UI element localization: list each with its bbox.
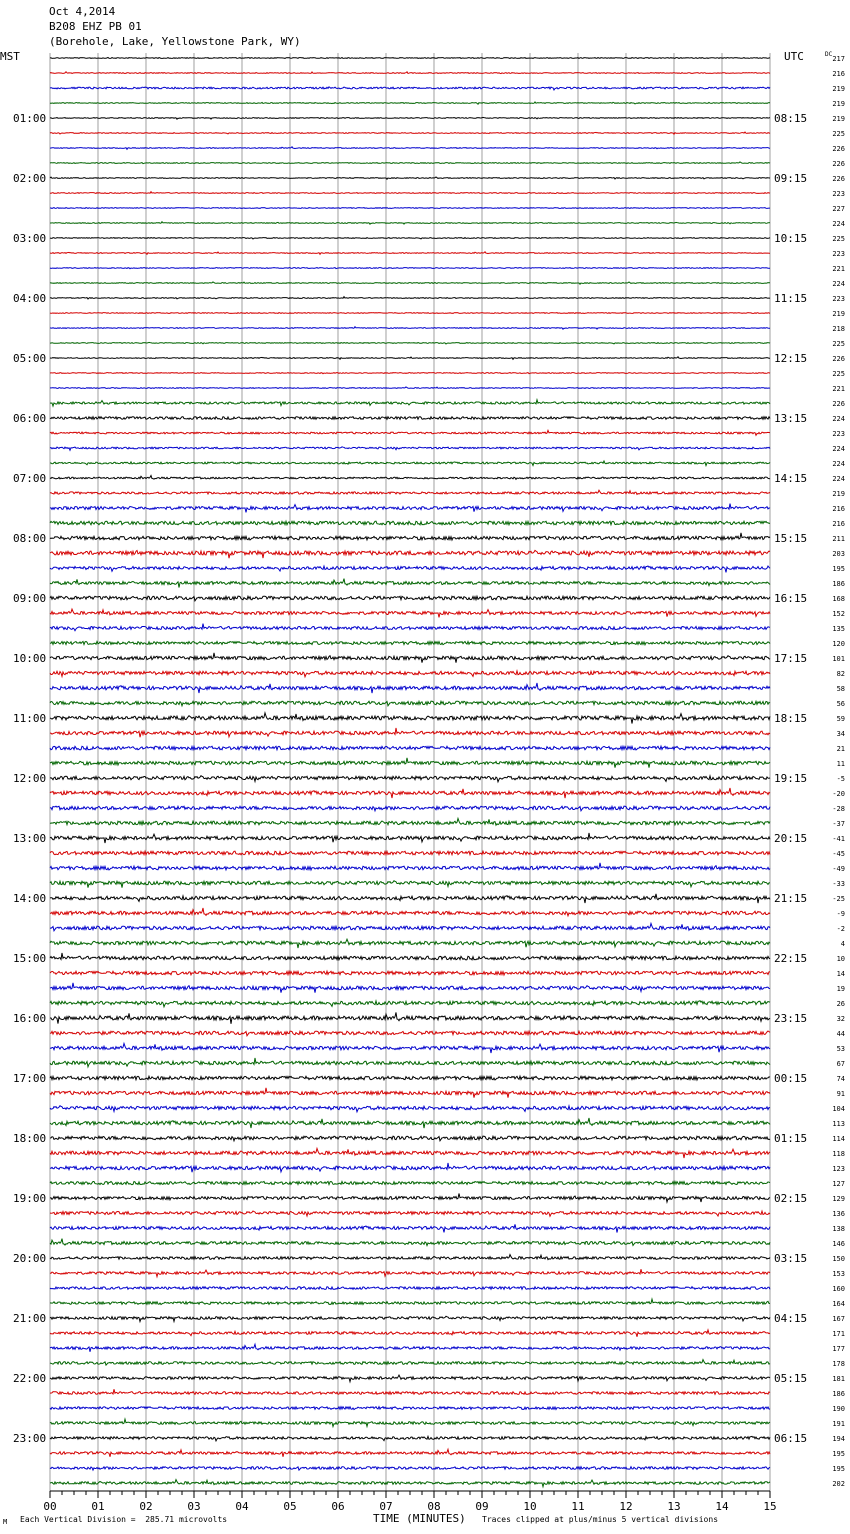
mst-hour-labels	[13, 112, 46, 1445]
mst-hour-label: 17:00	[13, 1072, 47, 1085]
seismic-trace	[50, 282, 770, 284]
x-tick-label: 09	[475, 1500, 489, 1513]
clip-note: Traces clipped at plus/minus 5 vertical divisions	[482, 1515, 719, 1524]
dc-offset-label: 224	[832, 220, 845, 228]
utc-hour-label: 15:15	[774, 532, 808, 545]
dc-offset-labels	[832, 55, 845, 1488]
dc-offset-label: 11	[836, 760, 845, 768]
utc-hour-label: 10:15	[774, 232, 808, 245]
seismic-trace	[50, 1163, 770, 1172]
seismic-trace	[50, 1239, 770, 1246]
utc-hour-label: 09:15	[774, 172, 808, 185]
seismic-trace	[50, 1106, 770, 1112]
dc-offset-label: 224	[832, 445, 845, 453]
utc-hour-label: 00:15	[774, 1072, 808, 1085]
dc-offset-label: 223	[832, 250, 845, 258]
seismic-trace	[50, 1287, 770, 1290]
mst-hour-label: 08:00	[13, 532, 47, 545]
seismic-trace	[50, 1449, 770, 1457]
seismic-trace	[50, 1224, 770, 1232]
seismic-trace	[50, 908, 770, 916]
seismic-trace	[50, 1088, 770, 1098]
mst-hour-label: 01:00	[13, 112, 47, 125]
dc-offset-label: 218	[832, 325, 845, 333]
dc-offset-label: -2	[836, 925, 845, 933]
dc-offset-label: 67	[836, 1060, 845, 1068]
seismic-trace	[50, 1058, 770, 1067]
x-tick-label: 12	[619, 1500, 633, 1513]
seismic-trace	[50, 117, 770, 119]
seismic-trace	[50, 851, 770, 855]
seismic-trace	[50, 208, 770, 209]
mst-hour-label: 15:00	[13, 952, 47, 965]
dc-offset-label: -20	[832, 790, 845, 798]
x-tick-label: 10	[523, 1500, 537, 1513]
mst-hour-label: 06:00	[13, 412, 47, 425]
dc-offset-label: 224	[832, 415, 845, 423]
seismic-trace	[50, 833, 770, 843]
seismic-trace	[50, 971, 770, 975]
dc-offset-label: 226	[832, 355, 845, 363]
dc-offset-label: 203	[832, 550, 845, 558]
dc-offset-label: 195	[832, 565, 845, 573]
dc-offset-label: 224	[832, 475, 845, 483]
dc-offset-label: 118	[832, 1150, 845, 1158]
dc-offset-label: 168	[832, 595, 845, 603]
seismic-trace	[50, 1316, 770, 1321]
dc-offset-label: 56	[836, 700, 845, 708]
dc-offset-label: 82	[836, 670, 845, 678]
seismic-trace	[50, 819, 770, 826]
x-tick-label: 00	[43, 1500, 57, 1513]
mst-hour-label: 04:00	[13, 292, 47, 305]
seismic-trace	[50, 746, 770, 750]
seismic-trace	[50, 1407, 770, 1410]
dc-offset-label: 194	[832, 1435, 845, 1443]
seismic-trace	[50, 1118, 770, 1128]
seismic-trace	[50, 1211, 770, 1216]
seismic-trace	[50, 373, 770, 374]
dc-offset-label: -49	[832, 865, 845, 873]
mst-hour-label: 13:00	[13, 832, 47, 845]
dc-offset-label: 226	[832, 400, 845, 408]
mst-hour-label: 07:00	[13, 472, 47, 485]
x-tick-label: 11	[571, 1500, 585, 1513]
dc-offset-label: 223	[832, 430, 845, 438]
seismic-trace	[50, 490, 770, 494]
dc-offset-label: 58	[836, 685, 845, 693]
seismic-trace	[50, 430, 770, 435]
seismic-trace	[50, 550, 770, 558]
mst-hour-label: 14:00	[13, 892, 47, 905]
dc-offset-label: 195	[832, 1450, 845, 1458]
seismic-trace	[50, 268, 770, 269]
seismic-trace	[50, 1480, 770, 1487]
seismic-trace	[50, 653, 770, 663]
seismic-trace	[50, 357, 770, 360]
dc-offset-label: 14	[836, 970, 845, 978]
seismic-trace	[50, 162, 770, 164]
dc-offset-label: 211	[832, 535, 845, 543]
mst-hour-label: 05:00	[13, 352, 47, 365]
seismic-trace	[50, 447, 770, 451]
seismic-trace	[50, 476, 770, 480]
dc-offset-label: 150	[832, 1255, 845, 1263]
mst-hour-label: 21:00	[13, 1312, 47, 1325]
dc-offset-label: 123	[832, 1165, 845, 1173]
seismic-trace	[50, 102, 770, 104]
utc-hour-label: 19:15	[774, 772, 808, 785]
utc-hour-label: 20:15	[774, 832, 808, 845]
dc-offset-label: 216	[832, 520, 845, 528]
mst-hour-label: 18:00	[13, 1132, 47, 1145]
mst-hour-label: 22:00	[13, 1372, 47, 1385]
x-tick-label: 13	[667, 1500, 681, 1513]
x-axis	[43, 1491, 776, 1513]
dc-column-label: DC	[825, 51, 833, 58]
x-tick-label: 04	[235, 1500, 249, 1513]
x-tick-label: 02	[139, 1500, 153, 1513]
x-tick-label: 15	[763, 1500, 777, 1513]
seismic-trace	[50, 1269, 770, 1277]
seismic-trace	[50, 521, 770, 525]
seismic-trace	[50, 758, 770, 768]
dc-offset-label: 32	[836, 1015, 845, 1023]
seismic-trace	[50, 87, 770, 90]
seismic-trace	[50, 1149, 770, 1159]
left-timezone-label: MST	[0, 50, 20, 63]
mst-hour-label: 19:00	[13, 1192, 47, 1205]
dc-offset-label: 19	[836, 985, 845, 993]
x-tick-label: 07	[379, 1500, 393, 1513]
dc-offset-label: 4	[840, 940, 845, 948]
dc-offset-label: 177	[832, 1345, 845, 1353]
dc-offset-label: 226	[832, 160, 845, 168]
seismic-trace	[50, 894, 770, 903]
seismic-trace	[50, 147, 770, 150]
dc-offset-label: -5	[836, 775, 845, 783]
x-tick-label: 14	[715, 1500, 729, 1513]
dc-offset-label: 226	[832, 175, 845, 183]
utc-hour-label: 18:15	[774, 712, 808, 725]
mst-hour-label: 11:00	[13, 712, 47, 725]
dc-offset-label: 223	[832, 190, 845, 198]
utc-hour-label: 02:15	[774, 1192, 808, 1205]
seismic-trace	[50, 776, 770, 782]
dc-offset-label: 164	[832, 1300, 845, 1308]
utc-hour-label: 22:15	[774, 952, 808, 965]
seismic-trace	[50, 238, 770, 240]
dc-offset-label: 114	[832, 1135, 845, 1143]
seismic-trace	[50, 924, 770, 931]
mst-hour-label: 03:00	[13, 232, 47, 245]
utc-hour-label: 11:15	[774, 292, 808, 305]
dc-offset-label: 223	[832, 295, 845, 303]
footer-mark: M	[3, 1518, 8, 1526]
dc-offset-label: 216	[832, 505, 845, 513]
x-tick-label: 06	[331, 1500, 345, 1513]
seismic-trace	[50, 566, 770, 572]
seismic-trace	[50, 713, 770, 724]
x-tick-label: 03	[187, 1500, 201, 1513]
seismic-trace	[50, 252, 770, 255]
dc-offset-label: -41	[832, 835, 845, 843]
seismic-trace	[50, 400, 770, 406]
utc-hour-label: 04:15	[774, 1312, 808, 1325]
dc-offset-label: 34	[836, 730, 845, 738]
seismic-trace	[50, 683, 770, 693]
utc-hour-label: 01:15	[774, 1132, 808, 1145]
dc-offset-label: -33	[832, 880, 845, 888]
dc-offset-label: 171	[832, 1330, 845, 1338]
dc-offset-label: 146	[832, 1240, 845, 1248]
seismic-trace	[50, 1182, 770, 1185]
mst-hour-label: 10:00	[13, 652, 47, 665]
dc-offset-label: 104	[832, 1105, 845, 1113]
seismic-trace	[50, 177, 770, 179]
seismic-trace	[50, 1389, 770, 1394]
seismic-trace	[50, 953, 770, 960]
seismic-trace	[50, 132, 770, 134]
dc-offset-label: 10	[836, 955, 845, 963]
dc-offset-label: 44	[836, 1030, 845, 1038]
seismic-trace	[50, 1012, 770, 1023]
dc-offset-label: 74	[836, 1075, 845, 1083]
mst-hour-label: 20:00	[13, 1252, 47, 1265]
utc-hour-label: 12:15	[774, 352, 808, 365]
seismic-trace	[50, 983, 770, 993]
dc-offset-label: 160	[832, 1285, 845, 1293]
seismic-trace	[50, 1299, 770, 1304]
utc-hour-label: 17:15	[774, 652, 808, 665]
seismic-trace	[50, 533, 770, 540]
seismic-trace	[50, 671, 770, 677]
utc-hour-labels	[774, 112, 807, 1445]
seismic-trace	[50, 939, 770, 948]
seismic-trace	[50, 1255, 770, 1260]
dc-offset-label: 219	[832, 490, 845, 498]
mst-hour-label: 16:00	[13, 1012, 47, 1025]
dc-offset-label: 53	[836, 1045, 845, 1053]
dc-offset-label: -25	[832, 895, 845, 903]
seismic-trace	[50, 1419, 770, 1426]
dc-offset-label: 224	[832, 460, 845, 468]
dc-offset-label: 129	[832, 1195, 845, 1203]
location-label: (Borehole, Lake, Yellowstone Park, WY)	[49, 35, 301, 48]
dc-offset-label: 186	[832, 580, 845, 588]
seismic-trace	[50, 417, 770, 420]
seismic-trace	[50, 579, 770, 588]
seismic-trace	[50, 1136, 770, 1141]
dc-offset-label: 219	[832, 310, 845, 318]
seismic-trace	[50, 788, 770, 798]
seismic-trace	[50, 461, 770, 466]
dc-offset-label: 178	[832, 1360, 845, 1368]
seismic-trace	[50, 1076, 770, 1080]
seismic-trace	[50, 1031, 770, 1036]
seismic-trace	[50, 701, 770, 706]
utc-hour-label: 13:15	[774, 412, 808, 425]
seismic-trace	[50, 1044, 770, 1054]
x-tick-label: 05	[283, 1500, 297, 1513]
dc-offset-label: 226	[832, 145, 845, 153]
dc-offset-label: 195	[832, 1465, 845, 1473]
dc-offset-label: 225	[832, 235, 845, 243]
dc-offset-label: 21	[836, 745, 845, 753]
seismic-trace	[50, 1001, 770, 1007]
dc-offset-label: 120	[832, 640, 845, 648]
x-axis-title: TIME (MINUTES)	[373, 1512, 466, 1525]
dc-offset-label: 26	[836, 1000, 845, 1008]
mst-hour-label: 12:00	[13, 772, 47, 785]
dc-offset-label: 225	[832, 130, 845, 138]
dc-offset-label: 221	[832, 265, 845, 273]
x-tick-label: 08	[427, 1500, 441, 1513]
seismic-trace	[50, 881, 770, 888]
seismic-trace	[50, 58, 770, 59]
seismic-trace	[50, 222, 770, 225]
dc-offset-label: 101	[832, 655, 845, 663]
mst-hour-label: 09:00	[13, 592, 47, 605]
seismic-trace	[50, 1194, 770, 1203]
scale-note: Each Vertical Division = 285.71 microvolts	[20, 1515, 228, 1524]
seismic-trace	[50, 642, 770, 645]
dc-offset-label: 127	[832, 1180, 845, 1188]
station-label: B208 EHZ PB 01	[49, 20, 142, 33]
seismic-trace	[50, 728, 770, 737]
dc-offset-label: 167	[832, 1315, 845, 1323]
seismic-trace	[50, 1360, 770, 1366]
utc-hour-label: 05:15	[774, 1372, 808, 1385]
utc-hour-label: 08:15	[774, 112, 808, 125]
seismic-trace	[50, 387, 770, 389]
seismic-trace	[50, 863, 770, 870]
seismic-trace	[50, 624, 770, 631]
seismic-trace	[50, 342, 770, 344]
dc-offset-label: 135	[832, 625, 845, 633]
right-timezone-label: UTC	[784, 50, 804, 63]
utc-hour-label: 03:15	[774, 1252, 808, 1265]
dc-offset-label: 219	[832, 100, 845, 108]
seismic-trace	[50, 297, 770, 299]
utc-hour-label: 23:15	[774, 1012, 808, 1025]
seismic-trace	[50, 1375, 770, 1382]
seismic-trace	[50, 609, 770, 617]
dc-offset-label: 113	[832, 1120, 845, 1128]
x-tick-label: 01	[91, 1500, 105, 1513]
dc-offset-label: 138	[832, 1225, 845, 1233]
mst-hour-label: 02:00	[13, 172, 47, 185]
seismic-traces	[50, 58, 770, 1487]
dc-offset-label: 227	[832, 205, 845, 213]
dc-offset-label: 217	[832, 55, 845, 63]
dc-offset-label: 202	[832, 1480, 845, 1488]
date-label: Oct 4,2014	[49, 5, 116, 18]
dc-offset-label: 219	[832, 115, 845, 123]
dc-offset-label: 216	[832, 70, 845, 78]
seismic-trace	[50, 504, 770, 513]
dc-offset-label: 153	[832, 1270, 845, 1278]
seismic-trace	[50, 192, 770, 194]
dc-offset-label: 186	[832, 1390, 845, 1398]
dc-offset-label: 136	[832, 1210, 845, 1218]
dc-offset-label: -9	[836, 910, 845, 918]
dc-offset-label: 59	[836, 715, 845, 723]
utc-hour-label: 14:15	[774, 472, 808, 485]
seismic-trace	[50, 806, 770, 811]
seismic-trace	[50, 1344, 770, 1352]
dc-offset-label: 224	[832, 280, 845, 288]
seismic-trace	[50, 1330, 770, 1337]
seismic-trace	[50, 1467, 770, 1470]
utc-hour-label: 06:15	[774, 1432, 808, 1445]
dc-offset-label: 91	[836, 1090, 845, 1098]
dc-offset-label: 191	[832, 1420, 845, 1428]
mst-hour-label: 23:00	[13, 1432, 47, 1445]
dc-offset-label: 181	[832, 1375, 845, 1383]
dc-offset-label: 225	[832, 340, 845, 348]
seismic-trace	[50, 1436, 770, 1441]
dc-offset-label: 221	[832, 385, 845, 393]
dc-offset-label: 152	[832, 610, 845, 618]
seismic-trace	[50, 327, 770, 330]
utc-hour-label: 21:15	[774, 892, 808, 905]
seismic-trace	[50, 72, 770, 74]
dc-offset-label: 190	[832, 1405, 845, 1413]
dc-offset-label: -37	[832, 820, 845, 828]
utc-hour-label: 16:15	[774, 592, 808, 605]
seismic-trace	[50, 596, 770, 601]
dc-offset-label: 225	[832, 370, 845, 378]
dc-offset-label: -28	[832, 805, 845, 813]
seismic-trace	[50, 313, 770, 314]
dc-offset-label: -45	[832, 850, 845, 858]
dc-offset-label: 219	[832, 85, 845, 93]
